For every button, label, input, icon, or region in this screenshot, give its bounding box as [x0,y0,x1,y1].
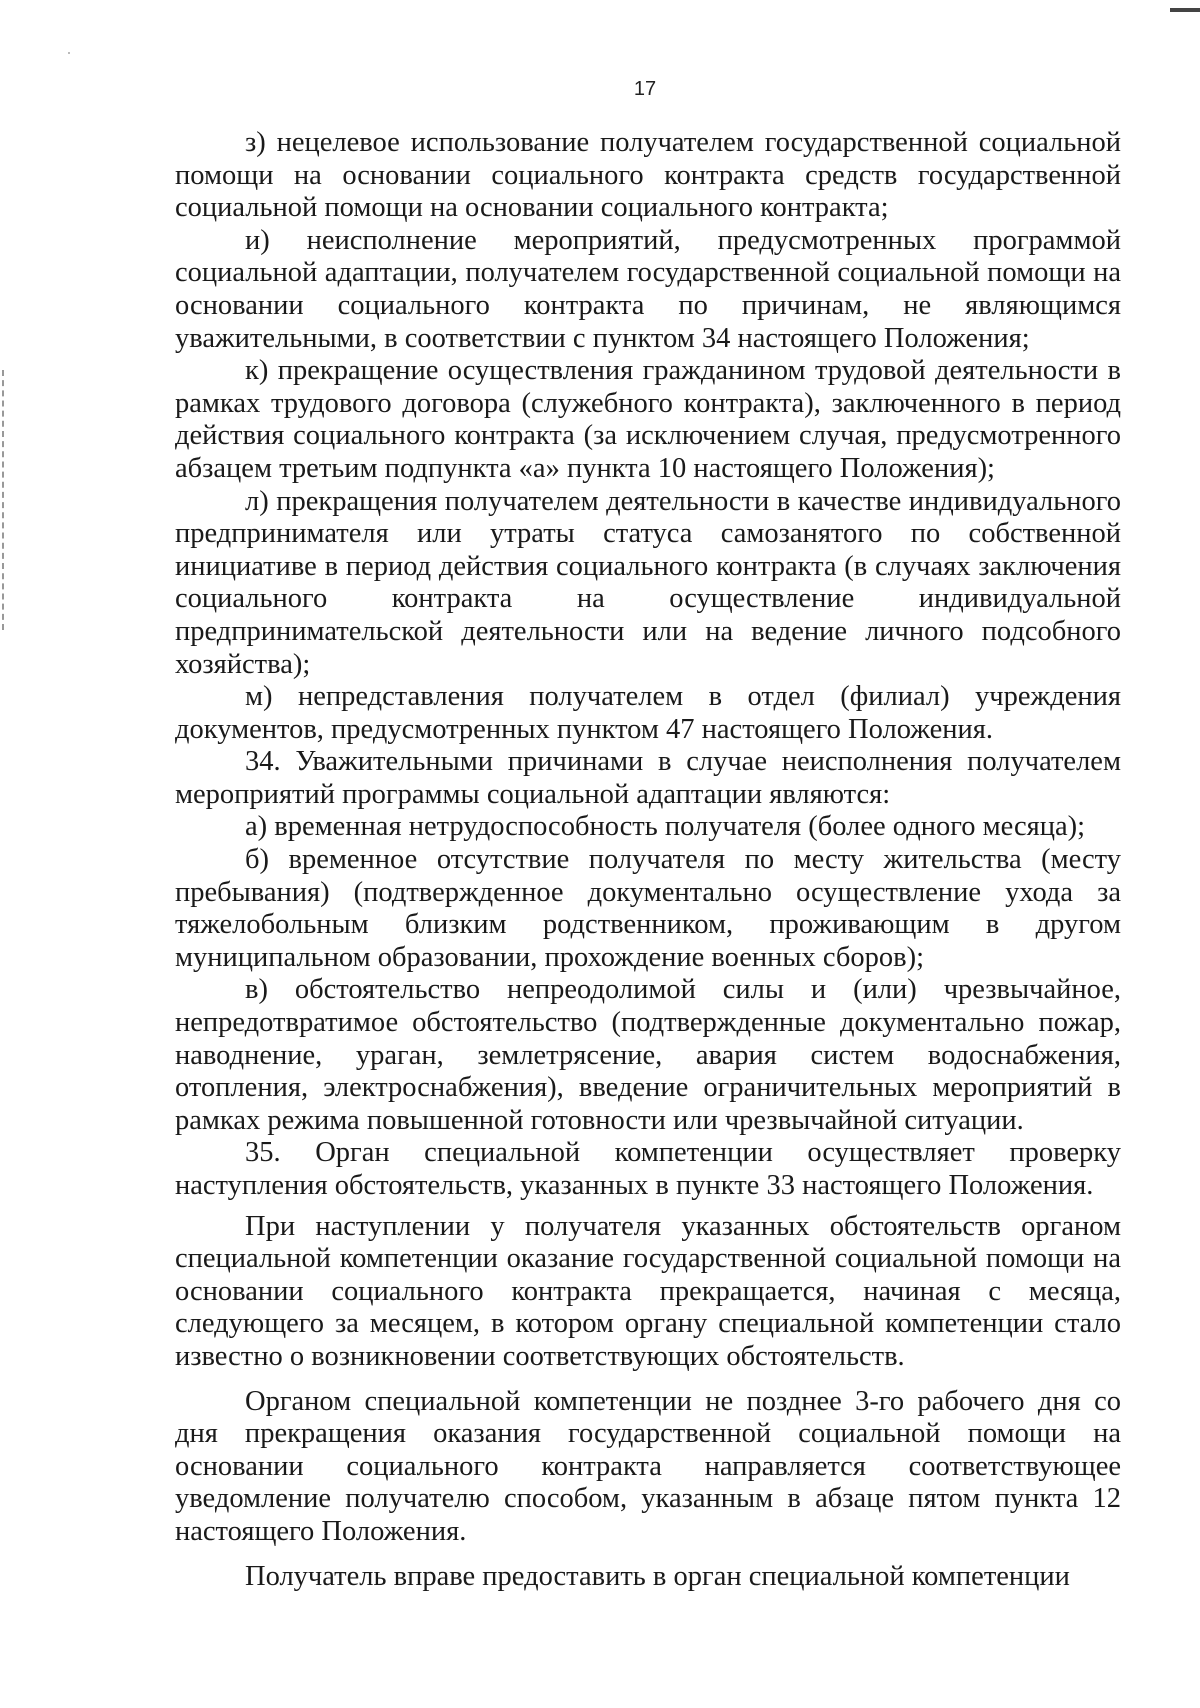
scan-corner-mark [1170,8,1200,12]
paragraph-item-z: з) нецелевое использование получателем государственной социальной помощи на основании социального контракта средств государственной социальной помощи на основании социального контракта; [175,127,1121,224]
scan-speck [68,52,70,54]
paragraph-item-k: к) прекращение осуществления гражданином трудовой деятельности в рамках трудового договора (служебного контракта), заключенного в период действия социального контракта (за исключением случая, предусмотренного абзацем третьим подпункта «а» пункта 10 настоящего Положения); [175,355,1121,484]
paragraph-recipient-right: Получатель вправе предоставить в орган специальной компетенции [245,1560,1070,1592]
paragraph-clause-34: 34. Уважительными причинами в случае неисполнения получателем мероприятий программы социальной адаптации являются: [175,746,1121,810]
paragraph-notification: Органом специальной компетенции не позднее 3-го рабочего дня со дня прекращения оказания государственной социальной помощи на основании социального контракта направляется соответствующее уведомление получателю способом, указанным в абзаце пятом пункта 12 настоящего Положения. [175,1385,1121,1547]
paragraph-clause-35: 35. Орган специальной компетенции осуществляет проверку наступления обстоятельств, указанных в пункте 33 настоящего Положения. [175,1137,1121,1201]
paragraph-item-l: л) прекращения получателем деятельности в качестве индивидуального предпринимателя или утраты статуса самозанятого по собственной инициативе в период действия социального контракта (в случаях заключения социального контракта на осуществление индивидуальной предпринимательской деятельности или на ведение личного подсобного хозяйства); [175,485,1121,680]
page-number: 17 [633,78,657,100]
paragraph-termination: При наступлении у получателя указанных обстоятельств органом специальной компетенции оказание государственной социальной помощи на основании социального контракта прекращается, начиная с месяца, следующего за месяцем, в котором органу специальной компетенции стало известно о возникновении соответствующих обстоятельств. [175,1210,1121,1372]
paragraph-item-i: и) неисполнение мероприятий, предусмотренных программой социальной адаптации, получателем государственной социальной помощи на основании социального контракта по причинам, не являющимся уважительными, в соответствии с пунктом 34 настоящего Положения; [175,224,1121,354]
paragraph-item-a: а) временная нетрудоспособность получателя (более одного месяца); [245,811,1086,843]
paragraph-item-v: в) обстоятельство непреодолимой силы и (или) чрезвычайное, непредотвратимое обстоятельство (подтвержденные документально пожар, наводнение, ураган, землетрясение, авария систем водоснабжения, отопления, электроснабжения), введение ограничительных мероприятий в рамках режима повышенной готовности или чрезвычайной ситуации. [175,974,1121,1136]
scan-margin-marks [2,370,7,630]
paragraph-item-b: б) временное отсутствие получателя по месту жительства (месту пребывания) (подтвержденное документально осуществление ухода за тяжелобольным близким родственником, проживающим в другом муниципальном образовании, прохождение военных сборов); [175,844,1121,973]
paragraph-item-m: м) непредставления получателем в отдел (филиал) учреждения документов, предусмотренных пунктом 47 настоящего Положения. [175,681,1121,745]
document-body [175,127,1121,1593]
